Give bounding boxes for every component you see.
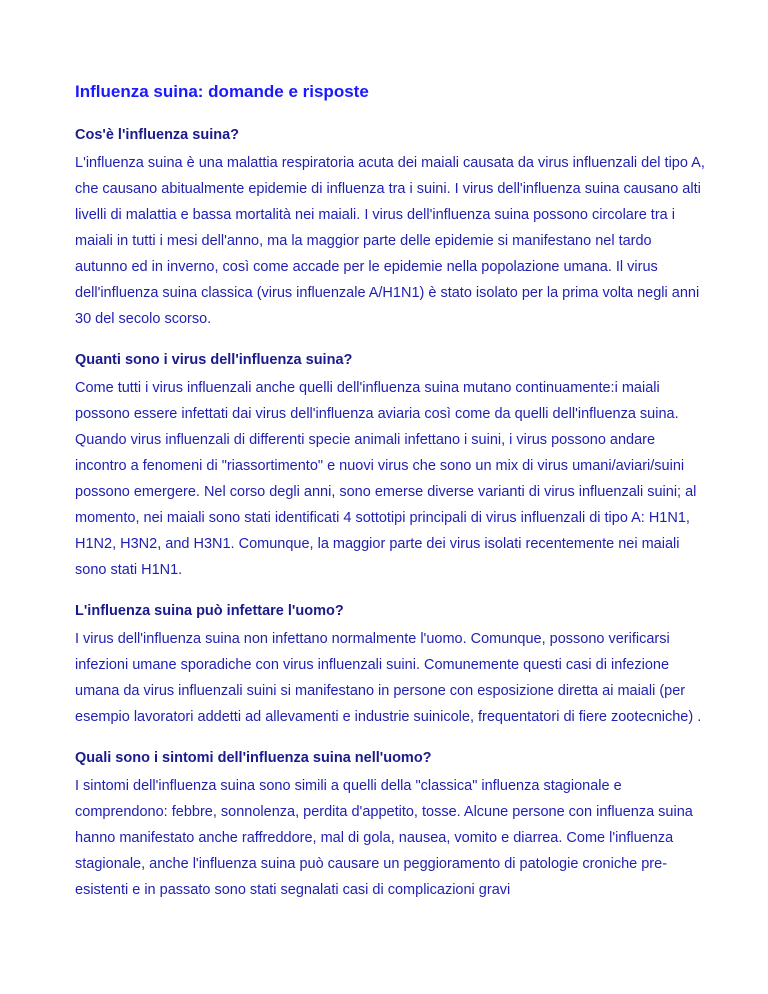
section-quanti-virus — [75, 350, 705, 583]
section-heading: Quanti sono i virus dell'influenza suina? — [75, 352, 353, 368]
section-heading: L'influenza suina può infettare l'uomo? — [75, 603, 344, 619]
section-body: Come tutti i virus influenzali anche quelli dell'influenza suina mutano continuamente:i maiali possono essere infettati dai virus dell'influenza aviaria così come da quelli dell'influenza suina. Quando virus influenzali di differenti specie animali infettano i suini, i virus possono andare incontro a fenomeni di "riassortimento" e nuovi virus che sono un mix di virus umani/aviari/suini possono emergere. Nel corso degli anni, sono emerse diverse varianti di virus influenzali suini; al momento, nei maiali sono stati identificati 4 sottotipi principali di virus influenzali di tipo A: H1N1, H1N2, H3N2, and H3N1. Comunque, la maggior parte dei virus isolati recentemente nei maiali sono stati H1N1. — [75, 380, 697, 578]
section-cos-e — [75, 125, 705, 332]
section-heading: Quali sono i sintomi dell'influenza suina nell'uomo? — [75, 750, 432, 766]
section-body: I sintomi dell'influenza suina sono simili a quelli della "classica" influenza stagionale e comprendono: febbre, sonnolenza, perdita d'appetito, tosse. Alcune persone con influenza suina hanno manifestato anche raffreddore, mal di gola, nausea, vomito e diarrea. Come l'influenza stagionale, anche l'influenza suina può causare un peggioramento di patologie croniche pre-esistenti e in passato sono stati segnalati casi di complicazioni gravi — [75, 778, 693, 898]
section-sintomi — [75, 748, 705, 903]
section-body: L'influenza suina è una malattia respiratoria acuta dei maiali causata da virus influenzali del tipo A, che causano abitualmente epidemie di influenza tra i suini. I virus dell'influenza suina causano alti livelli di malattia e bassa mortalità nei maiali. I virus dell'influenza suina possono circolare tra i maiali in tutti i mesi dell'anno, ma la maggior parte delle epidemie si manifestano nel tardo autunno ed in inverno, così come accade per le epidemie nella popolazione umana. Il virus dell'influenza suina classica (virus influenzale A/H1N1) è stato isolato per la prima volta negli anni 30 del secolo scorso. — [75, 155, 705, 327]
section-heading: Cos'è l'influenza suina? — [75, 127, 240, 143]
page-title: Influenza suina: domande e risposte — [75, 82, 369, 101]
document-page — [75, 80, 705, 921]
section-body: I virus dell'influenza suina non infettano normalmente l'uomo. Comunque, possono verificarsi infezioni umane sporadiche con virus influenzali suini. Comunemente questi casi di infezione umana da virus influenzali suini si manifestano in persone con esposizione diretta ai maiali (per esempio lavoratori addetti ad allevamenti e industrie suinicole, frequentatori di fiere zootecniche) . — [75, 631, 702, 725]
section-infettare-uomo — [75, 601, 705, 730]
